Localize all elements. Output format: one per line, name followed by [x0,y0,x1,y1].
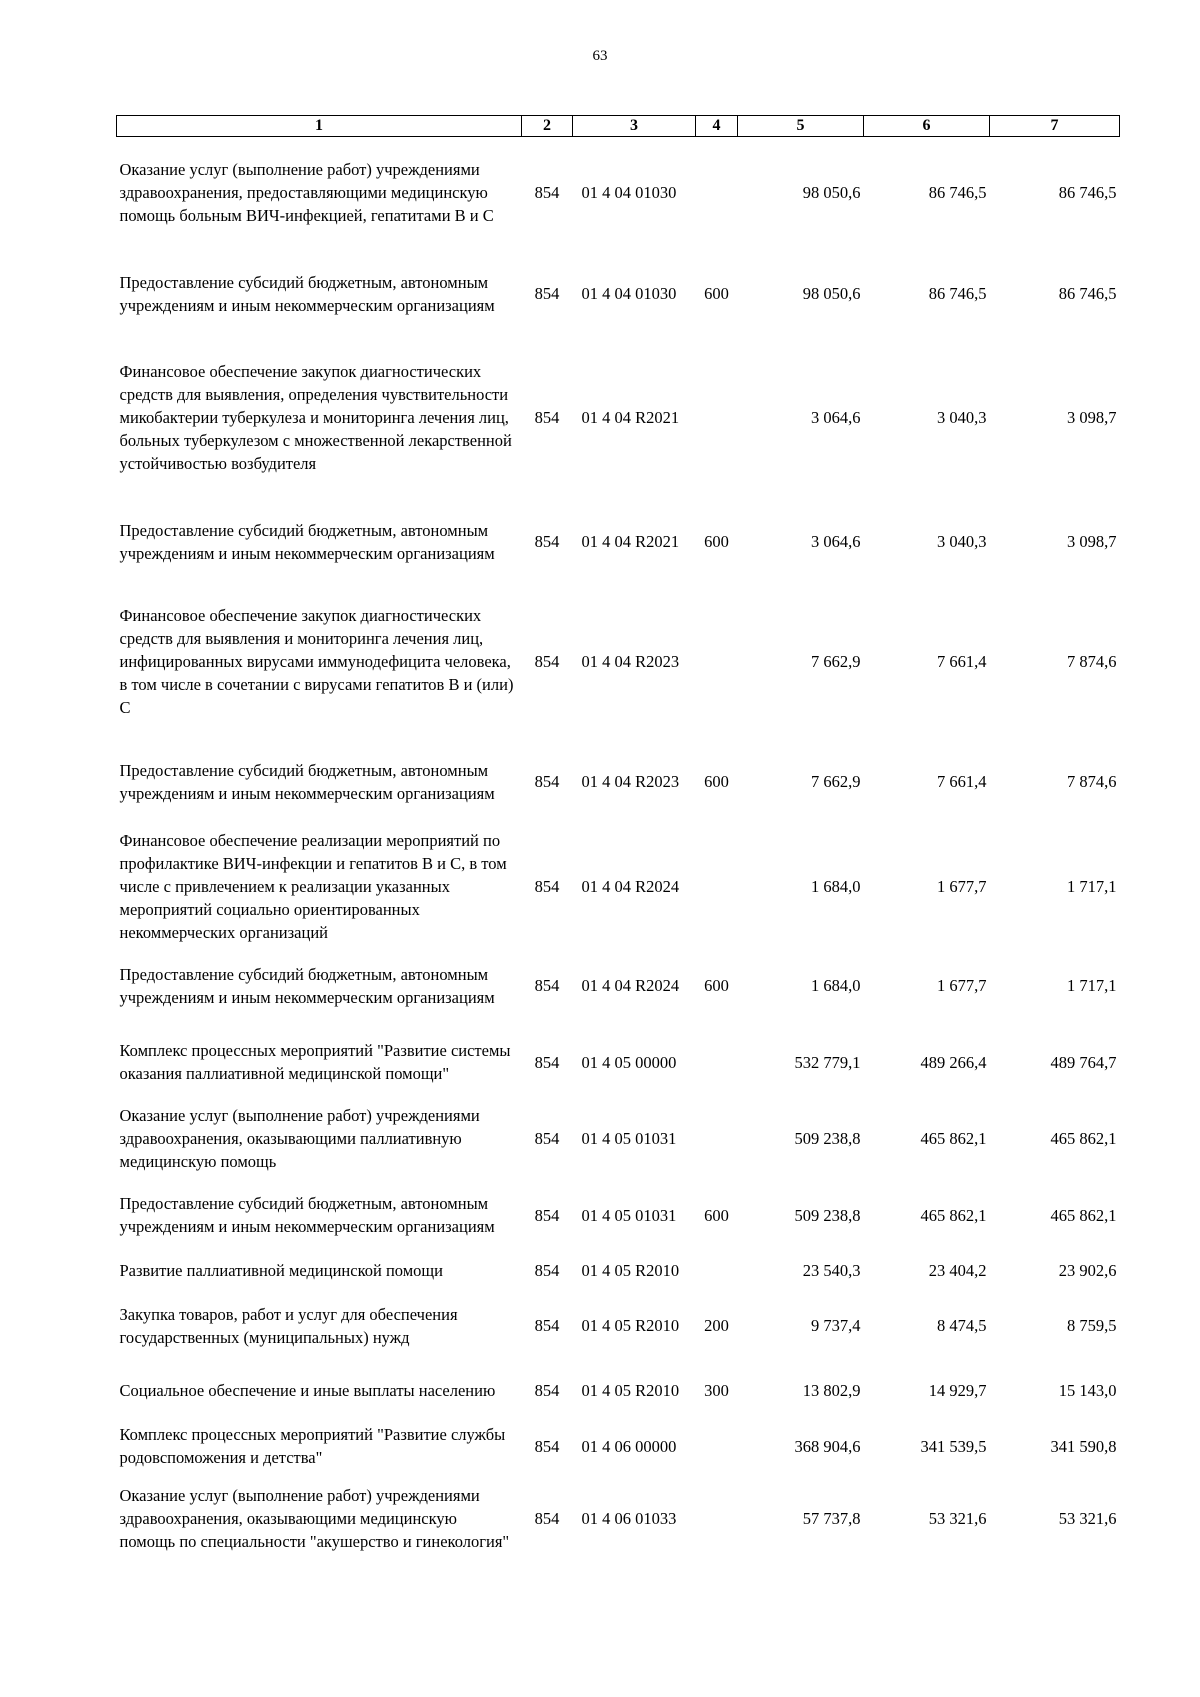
row-expense-type: 300 [704,1381,729,1400]
row-expense-type: 600 [704,1205,729,1225]
table-row [117,1418,1120,1475]
column-header-5: 5 [738,116,864,137]
row-value-year-3: 86 746,5 [1058,284,1117,303]
row-name: Финансовое обеспечение реализации мероприятий по профилактике ВИЧ-инфекции и гепатитов В и С, в том числе с привлечением к реализации указанных мероприятий социально ориентированных некоммерческих организаций [119,831,507,942]
row-expense-type [696,827,738,947]
row-ministry-code: 854 [534,877,560,896]
row-value-year-3: 15 143,0 [1058,1381,1117,1400]
table-row [117,1254,1120,1288]
table-row [117,1025,1120,1100]
row-target-code: 01 4 05 R2010 [581,1381,680,1400]
row-target-code: 01 4 04 01030 [581,183,677,203]
row-value-year-2: 1 677,7 [937,877,987,896]
column-header-7: 7 [990,116,1120,137]
row-value-year-3: 465 862,1 [1050,1205,1117,1225]
row-value-year-1: 98 050,6 [802,183,861,203]
row-value-year-1: 7 662,9 [811,772,861,791]
row-value-year-1: 1 684,0 [811,976,861,995]
row-value-year-1: 509 238,8 [794,1205,861,1225]
row-expense-type [696,587,738,737]
row-value-year-3: 3 098,7 [1067,408,1117,427]
row-target-code: 01 4 04 R2021 [581,408,680,427]
row-value-year-1: 368 904,6 [794,1436,861,1456]
row-target-code: 01 4 04 R2024 [581,877,680,896]
row-value-year-3: 23 902,6 [1058,1261,1117,1280]
row-value-year-1: 7 662,9 [811,652,861,671]
row-ministry-code: 854 [534,183,560,203]
row-name: Оказание услуг (выполнение работ) учреждениями здравоохранения, оказывающими паллиативную медицинскую помощь [119,1105,480,1171]
row-value-year-3: 8 759,5 [1067,1316,1117,1335]
row-value-year-2: 14 929,7 [928,1381,987,1400]
table-row [117,497,1120,587]
row-name: Оказание услуг (выполнение работ) учреждениями здравоохранения, предоставляющими медицинскую помощь больным ВИЧ-инфекцией, гепатитами В и С [119,160,494,226]
row-value-year-1: 57 737,8 [802,1508,861,1528]
row-target-code: 01 4 04 R2023 [581,772,680,791]
header-row [117,116,1120,137]
row-name: Социальное обеспечение и иные выплаты населению [119,1381,496,1400]
row-value-year-3: 53 321,6 [1058,1508,1117,1528]
row-value-year-2: 53 321,6 [928,1508,987,1528]
table-row [117,737,1120,827]
row-target-code: 01 4 04 01030 [581,284,677,303]
row-value-year-1: 3 064,6 [811,532,861,551]
row-target-code: 01 4 04 R2024 [581,976,680,995]
row-value-year-1: 3 064,6 [811,408,861,427]
table-body [117,137,1120,1562]
row-value-year-3: 1 717,1 [1067,877,1117,896]
row-name: Предоставление субсидий бюджетным, автономным учреждениям и иным некоммерческим организациям [119,964,495,1007]
row-value-year-2: 465 862,1 [920,1128,987,1148]
column-header-1: 1 [117,116,522,137]
row-ministry-code: 854 [534,408,560,427]
row-ministry-code: 854 [534,1508,560,1528]
table-row [117,1364,1120,1418]
table-row [117,1100,1120,1177]
row-name: Предоставление субсидий бюджетным, автономным учреждениям и иным некоммерческим организациям [119,272,495,315]
column-header-6: 6 [864,116,990,137]
row-target-code: 01 4 05 01031 [581,1128,677,1148]
table-row [117,947,1120,1025]
row-target-code: 01 4 04 R2023 [581,652,680,671]
row-value-year-2: 8 474,5 [937,1316,987,1335]
row-expense-type [696,137,738,249]
row-value-year-3: 341 590,8 [1050,1436,1117,1456]
row-value-year-2: 23 404,2 [928,1261,987,1280]
row-value-year-3: 86 746,5 [1058,183,1117,203]
page-number: 63 [592,48,608,64]
row-target-code: 01 4 05 R2010 [581,1316,680,1335]
row-name: Предоставление субсидий бюджетным, автономным учреждениям и иным некоммерческим организациям [119,1194,495,1236]
row-target-code: 01 4 05 00000 [581,1052,677,1072]
table-row [117,587,1120,737]
row-ministry-code: 854 [534,532,560,551]
row-ministry-code: 854 [534,772,560,791]
table-row [117,1288,1120,1364]
row-target-code: 01 4 06 01033 [581,1508,677,1528]
row-expense-type: 600 [704,976,729,995]
row-ministry-code: 854 [534,1381,560,1400]
row-value-year-3: 465 862,1 [1050,1128,1117,1148]
budget-table [116,115,1120,1562]
row-expense-type [696,1475,738,1562]
row-expense-type [696,1100,738,1177]
row-value-year-2: 86 746,5 [928,284,987,303]
row-expense-type: 600 [704,284,729,303]
row-expense-type [696,1254,738,1288]
row-ministry-code: 854 [534,652,560,671]
row-value-year-1: 23 540,3 [802,1261,861,1280]
column-header-3: 3 [573,116,696,137]
row-value-year-1: 98 050,6 [802,284,861,303]
row-ministry-code: 854 [534,1205,560,1225]
column-header-4: 4 [696,116,738,137]
table-row [117,1177,1120,1254]
row-expense-type [696,1025,738,1100]
row-value-year-2: 3 040,3 [937,532,987,551]
row-value-year-2: 86 746,5 [928,183,987,203]
row-name: Предоставление субсидий бюджетным, автономным учреждениям и иным некоммерческим организациям [119,760,495,803]
row-ministry-code: 854 [534,1261,560,1280]
row-name: Развитие паллиативной медицинской помощи [119,1261,443,1280]
row-value-year-3: 3 098,7 [1067,532,1117,551]
column-header-2: 2 [522,116,573,137]
row-ministry-code: 854 [534,1316,560,1335]
row-value-year-1: 532 779,1 [794,1052,861,1072]
row-target-code: 01 4 05 01031 [581,1205,677,1225]
row-value-year-2: 7 661,4 [937,772,987,791]
row-expense-type [696,1418,738,1475]
row-name: Предоставление субсидий бюджетным, автономным учреждениям и иным некоммерческим организациям [119,520,495,563]
row-expense-type: 200 [704,1316,729,1335]
row-value-year-1: 13 802,9 [802,1381,861,1400]
row-expense-type: 600 [704,772,729,791]
row-name: Финансовое обеспечение закупок диагностических средств для выявления и мониторинга лечения лиц, инфицированных вирусами иммунодефицита человека, в том числе в сочетании с вирусами гепатитов В и (или) С [119,606,514,717]
row-value-year-3: 1 717,1 [1067,976,1117,995]
row-value-year-2: 465 862,1 [920,1205,987,1225]
row-ministry-code: 854 [534,1436,560,1456]
row-ministry-code: 854 [534,976,560,995]
row-ministry-code: 854 [534,1052,560,1072]
row-value-year-1: 9 737,4 [811,1316,861,1335]
row-name: Комплекс процессных мероприятий "Развитие службы родовспоможения и детства" [119,1425,506,1467]
row-ministry-code: 854 [534,1128,560,1148]
row-value-year-1: 509 238,8 [794,1128,861,1148]
row-value-year-2: 1 677,7 [937,976,987,995]
row-value-year-2: 489 266,4 [920,1052,987,1072]
row-name: Комплекс процессных мероприятий "Развитие системы оказания паллиативной медицинской помощи" [119,1041,511,1083]
table-row [117,137,1120,249]
row-target-code: 01 4 04 R2021 [581,532,680,551]
row-target-code: 01 4 06 00000 [581,1436,677,1456]
row-value-year-3: 489 764,7 [1050,1052,1117,1072]
row-target-code: 01 4 05 R2010 [581,1261,680,1280]
row-value-year-1: 1 684,0 [811,877,861,896]
row-ministry-code: 854 [534,284,560,303]
row-expense-type [696,339,738,497]
table-row [117,249,1120,339]
row-name: Финансовое обеспечение закупок диагностических средств для выявления, определения чувствительности микобактерии туберкулеза и мониторинга лечения лиц, больных туберкулезом с множественной лекарственной устойчивостью возбудителя [119,362,512,473]
table-row [117,1475,1120,1562]
table-row [117,339,1120,497]
row-value-year-3: 7 874,6 [1067,652,1117,671]
row-name: Оказание услуг (выполнение работ) учреждениями здравоохранения, оказывающими медицинскую помощь по специальности "акушерство и гинекология" [119,1485,510,1551]
row-value-year-3: 7 874,6 [1067,772,1117,791]
row-value-year-2: 3 040,3 [937,408,987,427]
table-row [117,827,1120,947]
row-name: Закупка товаров, работ и услуг для обеспечения государственных (муниципальных) нужд [119,1304,458,1347]
row-value-year-2: 7 661,4 [937,652,987,671]
row-value-year-2: 341 539,5 [920,1436,987,1456]
row-expense-type: 600 [704,532,729,551]
